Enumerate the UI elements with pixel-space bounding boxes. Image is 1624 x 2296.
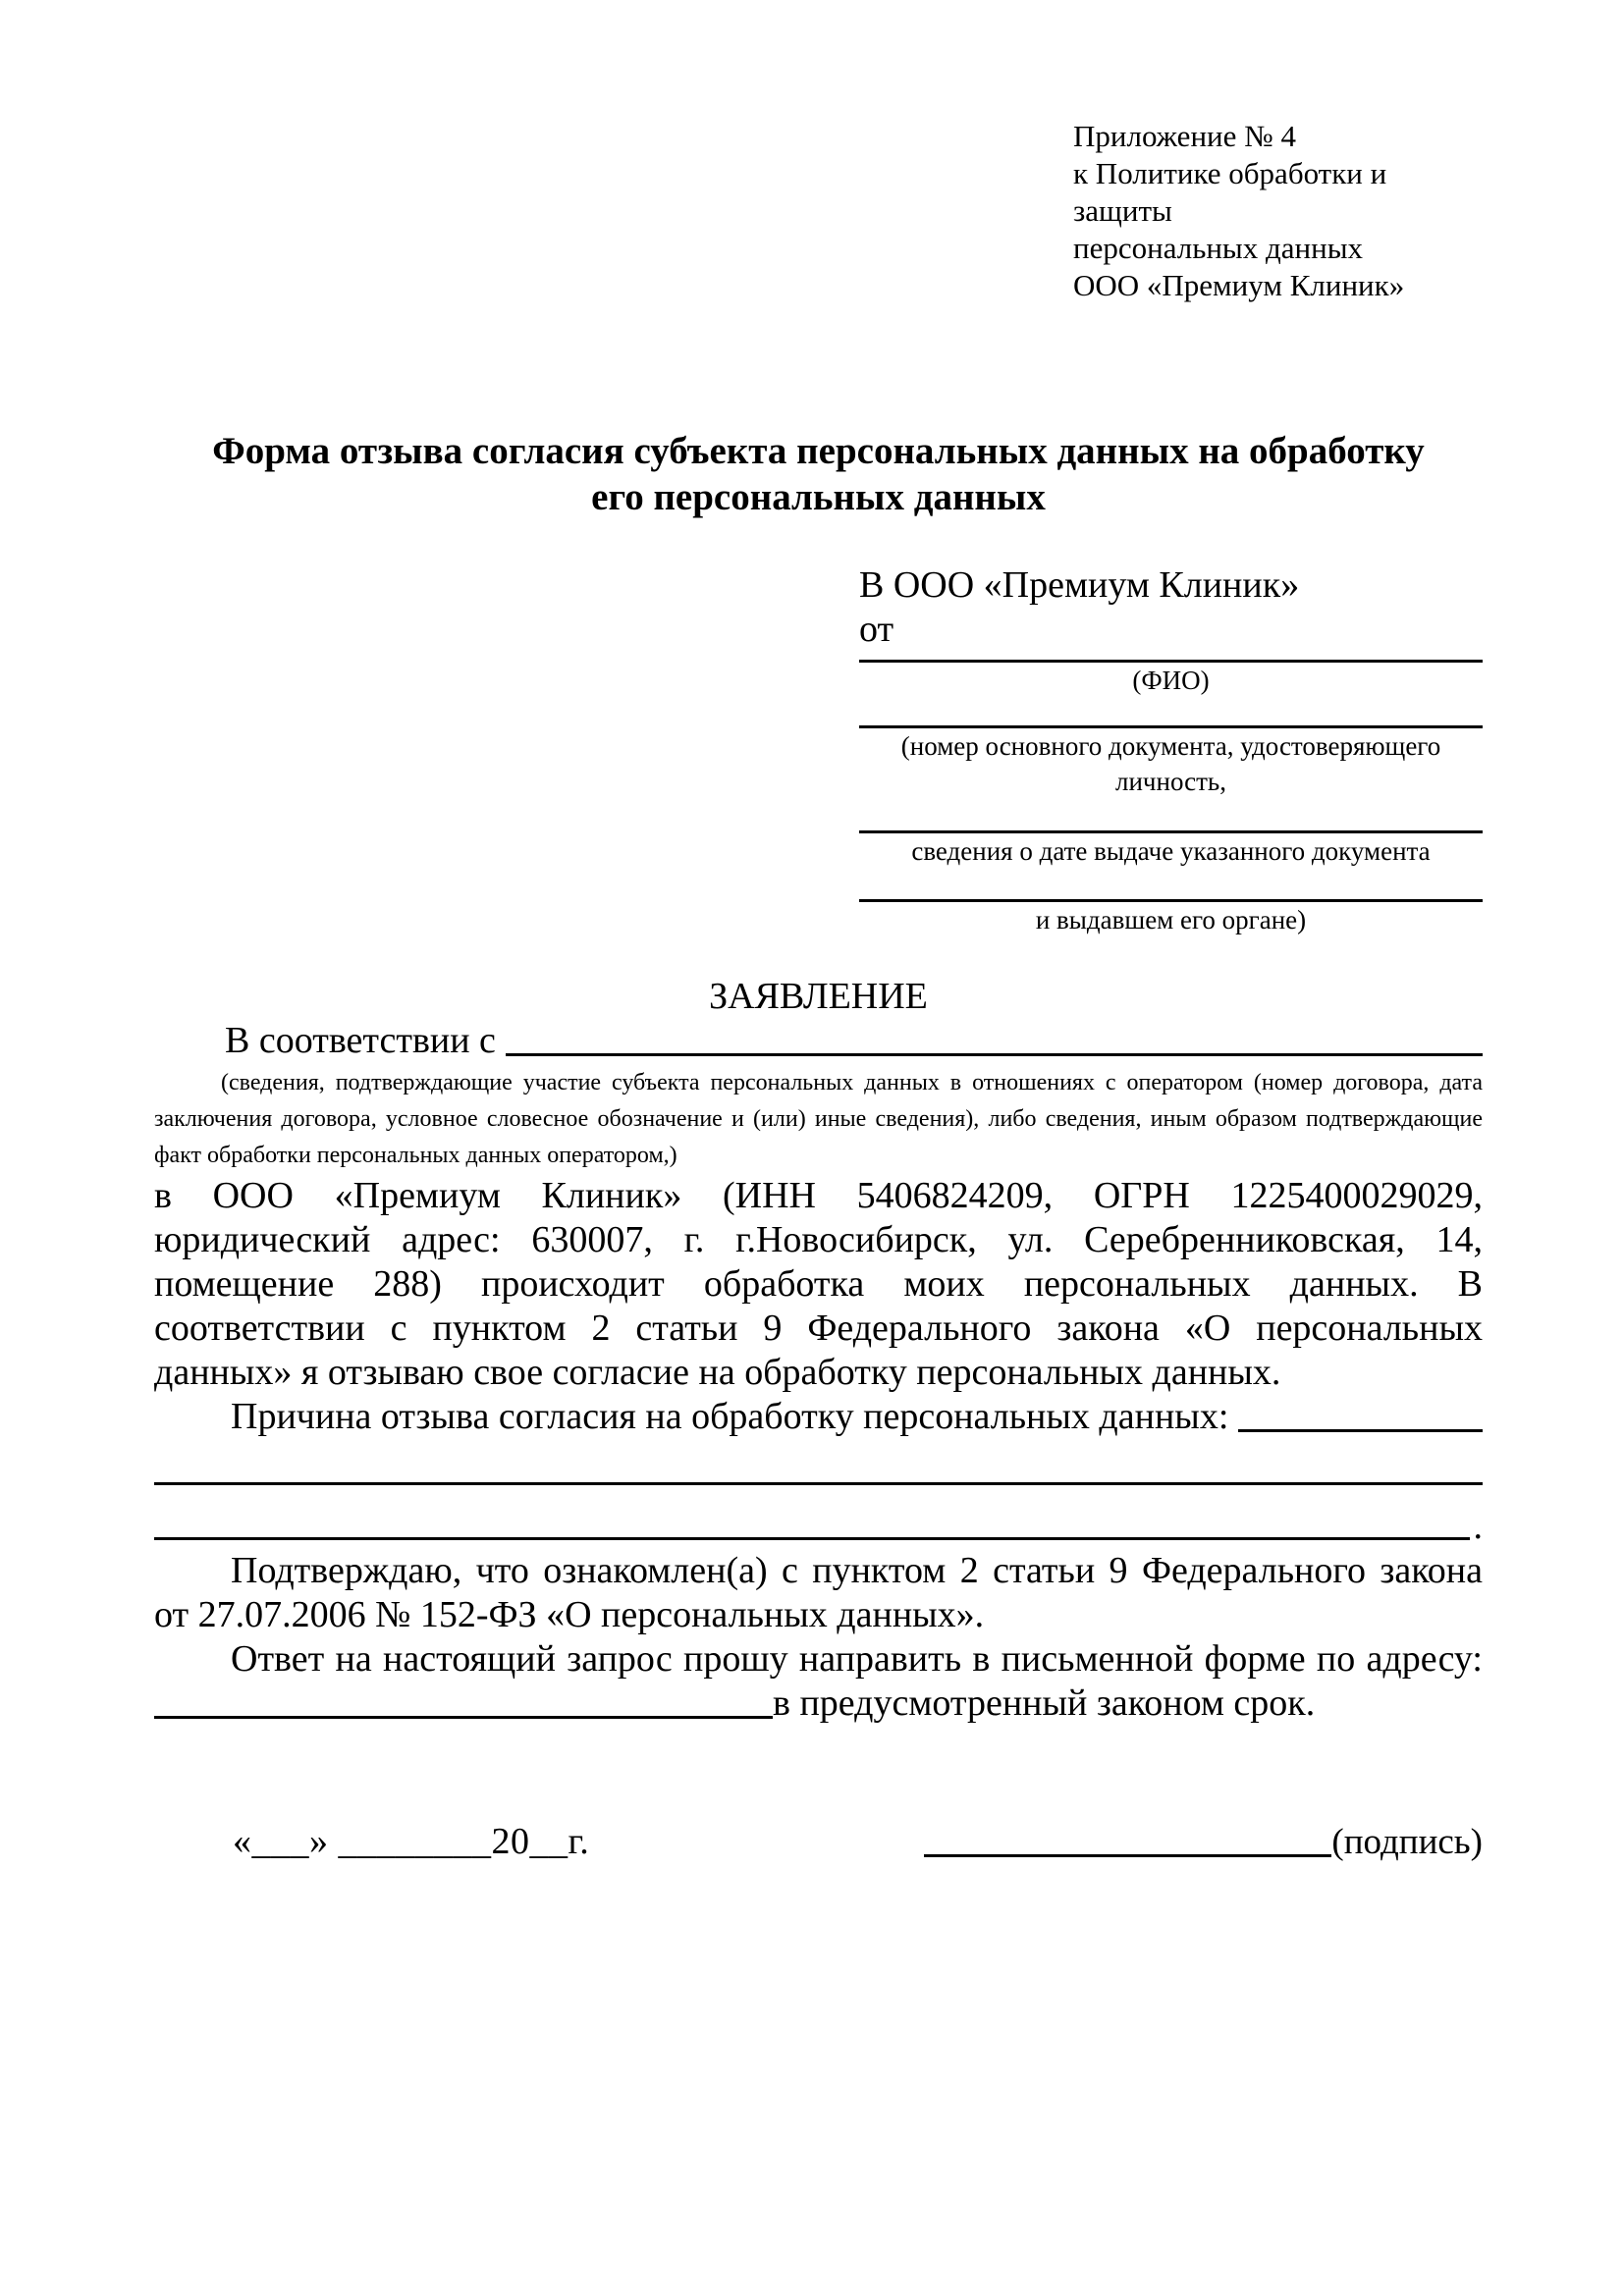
issuing-authority-caption: и выдавшем его органе) xyxy=(1035,905,1307,934)
signature-group xyxy=(924,1820,1483,1864)
document-title xyxy=(154,428,1483,520)
document-title-line-1: Форма отзыва согласия субъекта персональных данных на обработку xyxy=(212,430,1425,472)
signature-caption: (подпись) xyxy=(1331,1822,1483,1862)
date-blank: «___» ________20__г. xyxy=(233,1821,590,1862)
addressee-from: от xyxy=(859,609,894,650)
issue-date-caption: сведения о дате выдаче указанного документа xyxy=(911,836,1431,866)
reply-request-line: Ответ на настоящий запрос прошу направить в письменной форме по адресу: xyxy=(231,1638,1483,1680)
reply-suffix: в предусмотренный законом срок. xyxy=(773,1682,1316,1724)
appendix-header-line: к Политике обработки и защиты xyxy=(1073,156,1387,228)
intro-blank-line xyxy=(506,1053,1483,1056)
reply-address-line xyxy=(154,1682,1483,1726)
intro-line xyxy=(154,1019,1483,1063)
address-blank-line xyxy=(154,1716,773,1719)
reason-line xyxy=(154,1395,1483,1439)
statement-heading: ЗАЯВЛЕНИЕ xyxy=(709,976,928,1017)
fio-caption: (ФИО) xyxy=(1132,666,1210,695)
appendix-header-line: ООО «Премиум Клиник» xyxy=(1073,268,1405,302)
reason-continuation-line-1 xyxy=(154,1439,1483,1494)
statement-body: в ООО «Премиум Клиник» (ИНН 5406824209, ОГРН 1225400029029, юридический адрес: 630007, г. г.Новосибирск, ул. Серебренниковская, 14, помещение 288) происходит обработка моих персональных данных. В соответствии с пунктом 2 статьи 9 Федерального закона «О персональных данных» я отзываю свое согласие на обработку персональных данных. xyxy=(154,1175,1483,1393)
reason-label: Причина отзыва согласия на обработку персональных данных: xyxy=(231,1396,1229,1437)
appendix-header-line: Приложение № 4 xyxy=(1073,119,1296,153)
appendix-header xyxy=(1073,118,1483,304)
appendix-header-line: персональных данных xyxy=(1073,231,1364,265)
signature-blank-line xyxy=(924,1854,1331,1857)
reason-continuation-line-2 xyxy=(154,1494,1483,1549)
blank-line xyxy=(154,1537,1470,1540)
signature-footer xyxy=(154,1820,1483,1864)
reason-blank-line xyxy=(1238,1429,1483,1432)
document-number-caption: (номер основного документа, удостоверяющего личность, xyxy=(900,731,1441,796)
addressee-block xyxy=(859,563,1483,937)
document-title-line-2: его персональных данных xyxy=(591,476,1046,518)
confirmation-paragraph: Подтверждаю, что ознакомлен(а) с пунктом 2 статьи 9 Федерального закона от 27.07.2006 № 152-ФЗ «О персональных данных». xyxy=(154,1550,1483,1635)
intro-prefix: В соответствии с xyxy=(225,1020,496,1061)
addressee-to: В ООО «Премиум Клиник» xyxy=(859,564,1300,606)
intro-caption: (сведения, подтверждающие участие субъекта персональных данных в отношениях с оператором (номер договора, дата заключения договора, условное словесное обозначение и (или) иные сведения), либо сведения, иным образом подтверждающие факт обработки персональных данных оператором,) xyxy=(154,1070,1483,1168)
sentence-terminator: . xyxy=(1473,1506,1483,1547)
blank-line xyxy=(154,1482,1483,1485)
